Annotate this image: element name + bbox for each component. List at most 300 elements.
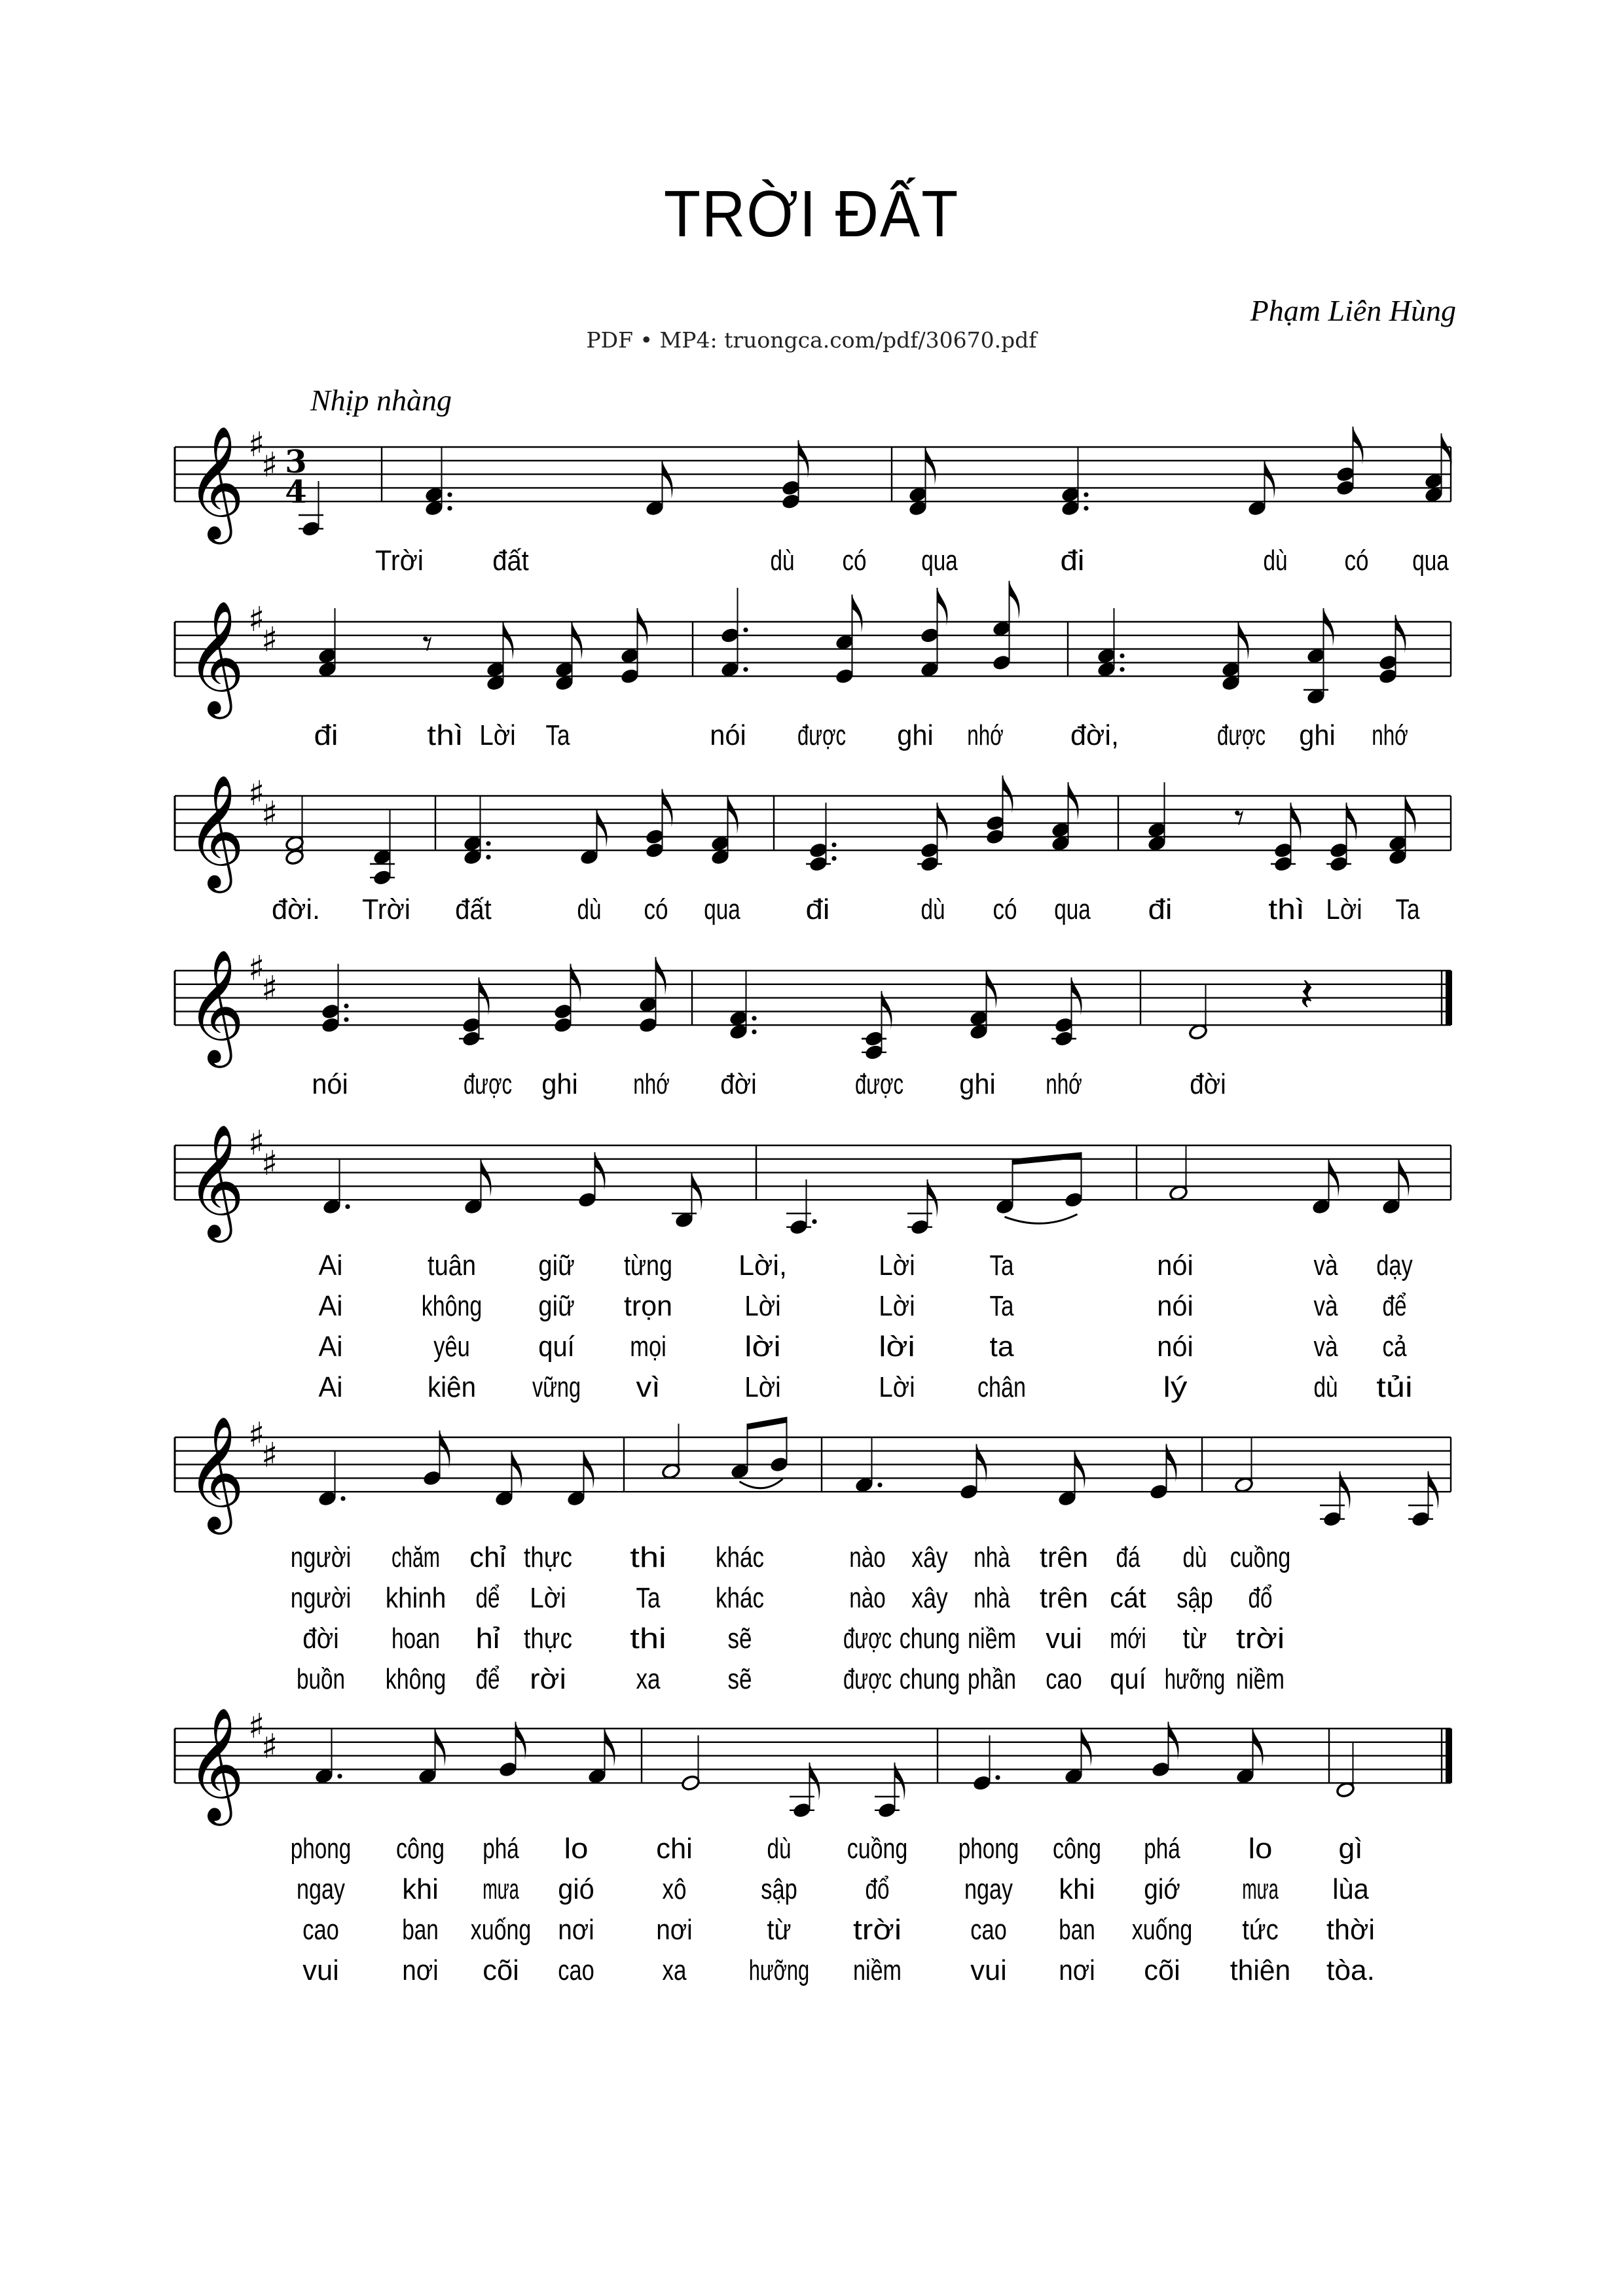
- lyric-syllable: vui: [1046, 1623, 1082, 1655]
- notehead: [910, 1219, 930, 1236]
- sharp-icon: ♯: [248, 600, 265, 639]
- sharp-icon: ♯: [261, 446, 278, 486]
- lyric-syllable: dù: [767, 1833, 792, 1865]
- flag: [895, 1763, 905, 1801]
- notehead: [462, 1030, 481, 1047]
- notehead: [553, 1003, 573, 1020]
- notehead: [1336, 479, 1355, 496]
- notehead: [318, 647, 337, 664]
- lyric-syllable: được: [464, 1068, 512, 1101]
- flag: [1167, 1444, 1177, 1482]
- lyric-syllable: ghi: [959, 1068, 996, 1101]
- sharp-icon: ♯: [261, 1436, 278, 1476]
- treble-clef-icon: 𝄞: [187, 1416, 245, 1530]
- lyric-syllable: được: [797, 719, 846, 752]
- notehead: [577, 1191, 597, 1208]
- lyric-syllable: niềm: [1236, 1663, 1285, 1696]
- notehead: [1054, 1016, 1074, 1033]
- lyric-syllable: hoan: [392, 1623, 440, 1655]
- flag: [638, 608, 648, 646]
- notehead: [638, 1016, 658, 1033]
- lyric-syllable: Ta: [636, 1582, 661, 1615]
- lyric-syllable: có: [644, 893, 668, 926]
- lyric-syllable: buồn: [297, 1663, 345, 1696]
- lyric-syllable: trời: [853, 1914, 902, 1946]
- lyric-syllable: xa: [662, 1954, 687, 1987]
- lyric-syllable: trên: [1040, 1541, 1088, 1574]
- notehead: [908, 486, 928, 503]
- lyric-syllable: tòa.: [1326, 1954, 1375, 1987]
- lyric-syllable: cao: [558, 1954, 594, 1987]
- lyric-syllable: dù: [770, 545, 795, 577]
- flag: [1399, 1159, 1410, 1197]
- notehead: [645, 842, 665, 859]
- lyric-syllable: đi: [314, 719, 338, 752]
- lyric-syllable: thời: [1326, 1914, 1375, 1946]
- notehead: [1378, 668, 1398, 685]
- notehead: [1411, 1511, 1431, 1528]
- treble-clef-icon: 𝄞: [187, 425, 245, 540]
- lyric-syllable: nói: [710, 719, 746, 752]
- lyric-syllable: phá: [483, 1833, 520, 1865]
- flag: [1406, 796, 1416, 834]
- notehead: [864, 1030, 884, 1047]
- flag: [1347, 802, 1357, 840]
- lyric-syllable: thi: [630, 1623, 666, 1655]
- lyric-syllable: dù: [921, 893, 945, 926]
- lyric-syllable: nhà: [974, 1582, 1011, 1615]
- notehead: [1235, 1768, 1255, 1785]
- lyric-syllable: cả: [1382, 1331, 1407, 1363]
- lyric-syllable: từng: [624, 1249, 672, 1282]
- lyric-syllable: Ai: [318, 1331, 343, 1363]
- notehead: [1306, 647, 1326, 664]
- lyric-syllable: mới: [1110, 1623, 1146, 1655]
- notehead: [809, 842, 828, 859]
- lyric-syllable: ngay: [297, 1873, 345, 1906]
- lyric-syllable: nhớ: [1372, 719, 1408, 752]
- lyric-syllable: qua: [704, 893, 741, 926]
- lyric-syllable: nói: [1157, 1290, 1194, 1323]
- notehead: [285, 835, 304, 852]
- lyric-syllable: quí: [538, 1331, 575, 1363]
- time-signature-top: 3: [285, 444, 307, 480]
- lyric-syllable: Trời: [362, 893, 410, 926]
- lyric-syllable: giữ: [538, 1249, 575, 1282]
- lyric-syllable: để: [475, 1663, 500, 1696]
- lyric-syllable: cao: [970, 1914, 1007, 1946]
- notehead: [835, 668, 854, 685]
- notehead: [992, 654, 1012, 671]
- sharp-icon: ♯: [248, 1707, 265, 1746]
- lyric-syllable: dù: [577, 893, 602, 926]
- notehead: [555, 675, 574, 692]
- notehead: [566, 1490, 586, 1507]
- notehead: [992, 620, 1012, 637]
- lyric-syllable: chi: [656, 1833, 693, 1865]
- lyric-syllable: được: [1217, 719, 1266, 752]
- lyric-syllable: trọn: [624, 1290, 672, 1323]
- lyric-syllable: nào: [849, 1582, 886, 1615]
- notehead: [424, 500, 444, 517]
- notehead: [835, 634, 854, 651]
- augmentation-dot: [831, 856, 836, 861]
- lyric-syllable: sẽ: [727, 1663, 752, 1696]
- notehead: [969, 1010, 989, 1027]
- lyric-syllable: nhớ: [967, 719, 1004, 752]
- sharp-icon: ♯: [248, 1124, 265, 1163]
- notehead: [995, 1198, 1015, 1215]
- notehead: [314, 1768, 334, 1785]
- lyric-syllable: nói: [1157, 1249, 1194, 1282]
- flag: [799, 440, 809, 478]
- augmentation-dot: [337, 1774, 342, 1778]
- lyric-syllable: hưỡng: [1164, 1663, 1226, 1696]
- lyric-syllable: ban: [1059, 1914, 1095, 1946]
- notehead: [661, 1463, 681, 1480]
- notehead: [1329, 855, 1349, 872]
- composer-name: Phạm Liên Hùng: [1250, 294, 1456, 327]
- lyric-syllable: Lời: [879, 1249, 915, 1282]
- staff-system: [175, 1416, 1451, 1695]
- treble-clef-icon: 𝄞: [187, 1707, 245, 1821]
- notehead: [1061, 500, 1080, 517]
- lyric-syllable: người: [290, 1582, 352, 1615]
- lyric-syllable: dù: [1182, 1541, 1207, 1574]
- lyric-syllable: đời.: [272, 893, 320, 926]
- lyric-syllable: để: [1382, 1290, 1407, 1323]
- lyric-syllable: công: [1053, 1833, 1101, 1865]
- flag: [1396, 615, 1406, 653]
- lyric-syllable: thì: [427, 719, 464, 752]
- notehead: [318, 1490, 337, 1507]
- notehead: [792, 1802, 812, 1819]
- notehead: [1247, 500, 1267, 517]
- lyric-syllable: xây: [911, 1541, 948, 1574]
- lyric-syllable: tức: [1242, 1914, 1279, 1946]
- source-link[interactable]: PDF • MP4: truongca.com/pdf/30670.pdf: [586, 327, 1037, 353]
- lyric-syllable: không: [421, 1290, 483, 1323]
- lyric-syllable: đá: [1116, 1541, 1140, 1574]
- notehead: [373, 849, 392, 866]
- flag: [516, 1722, 526, 1760]
- notehead: [781, 479, 801, 496]
- lyric-syllable: nơi: [1059, 1954, 1095, 1987]
- lyric-syllable: đời: [1190, 1068, 1226, 1101]
- lyric-syllable: xa: [636, 1663, 661, 1696]
- lyric-syllable: đổ: [865, 1873, 890, 1906]
- lyric-syllable: Ai: [318, 1290, 343, 1323]
- lyric-syllable: rời: [530, 1663, 566, 1696]
- lyric-syllable: từ: [767, 1914, 792, 1946]
- lyric-syllable: và: [1313, 1331, 1338, 1363]
- beam: [1013, 1152, 1082, 1164]
- lyric-syllable: nhớ: [1046, 1068, 1082, 1101]
- lyric-syllable: giữ: [538, 1290, 575, 1323]
- augmentation-dot: [1120, 667, 1124, 672]
- lyric-syllable: chỉ: [469, 1541, 506, 1574]
- notehead: [920, 661, 939, 678]
- lyric-syllable: khi: [402, 1873, 439, 1906]
- lyric-syllable: chăm: [392, 1541, 440, 1574]
- notehead: [1097, 661, 1116, 678]
- lyric-syllable: dù: [1313, 1371, 1338, 1404]
- lyric-syllable: mưa: [1242, 1873, 1279, 1906]
- flag: [1003, 776, 1013, 814]
- flag: [926, 447, 936, 485]
- final-barline-thick: [1446, 971, 1452, 1025]
- slur: [1005, 1214, 1078, 1223]
- notehead: [985, 815, 1005, 832]
- notehead: [1388, 849, 1408, 866]
- notehead: [1149, 1483, 1169, 1500]
- lyric-syllable: được: [843, 1663, 892, 1696]
- lyric-syllable: Lời: [879, 1371, 915, 1404]
- lyric-syllable: sập: [1176, 1582, 1213, 1615]
- notehead: [579, 849, 599, 866]
- notehead: [1221, 661, 1241, 678]
- augmentation-dot: [752, 1016, 756, 1020]
- sharp-icon: ♯: [248, 949, 265, 988]
- notehead: [920, 627, 939, 644]
- lyric-syllable: đời,: [1070, 719, 1119, 752]
- song-title: TRỜI ĐẤT: [663, 177, 960, 251]
- notehead: [681, 1774, 701, 1791]
- lyric-syllable: vì: [636, 1371, 661, 1404]
- flag: [938, 588, 948, 626]
- notehead: [1051, 821, 1070, 838]
- lyric-syllable: niềm: [968, 1623, 1016, 1655]
- lyric-syllable: cao: [302, 1914, 339, 1946]
- flag: [663, 789, 673, 827]
- lyric-syllable: Ta: [545, 719, 570, 752]
- lyric-syllable: Ai: [318, 1249, 343, 1282]
- notehead: [1336, 1782, 1355, 1799]
- notehead: [908, 500, 928, 517]
- notehead: [645, 500, 665, 517]
- flag: [692, 1173, 702, 1211]
- lyric-syllable: đi: [1060, 545, 1085, 577]
- notehead: [620, 647, 640, 664]
- lyric-syllable: vui: [970, 1954, 1007, 1987]
- flag: [512, 1451, 522, 1489]
- lyric-syllable: cát: [1110, 1582, 1146, 1615]
- notehead: [462, 1016, 481, 1033]
- flag: [987, 971, 997, 1009]
- notehead: [729, 1010, 748, 1027]
- flag: [938, 802, 948, 840]
- augmentation-dot: [1120, 653, 1124, 658]
- lyric-syllable: Lời: [530, 1582, 566, 1615]
- lyric-syllable: sập: [761, 1873, 797, 1906]
- lyric-syllable: qua: [921, 545, 958, 577]
- lyric-syllable: và: [1313, 1249, 1338, 1282]
- flag: [595, 1152, 606, 1190]
- lyric-syllable: cõi: [483, 1954, 519, 1987]
- lyric-syllable: người: [290, 1541, 352, 1574]
- notehead: [1151, 1761, 1171, 1778]
- lyric-syllable: có: [993, 893, 1017, 926]
- lyric-syllable: Trời: [375, 545, 424, 577]
- augmentation-dot: [345, 1204, 350, 1209]
- flag: [928, 1179, 938, 1217]
- flag: [503, 622, 514, 660]
- lyric-syllable: giớ: [1144, 1873, 1180, 1906]
- slur: [740, 1479, 783, 1488]
- lyric-syllable: Ai: [318, 1371, 343, 1404]
- lyric-syllable: qua: [1412, 545, 1450, 577]
- notehead: [1306, 688, 1326, 705]
- sharp-icon: ♯: [261, 795, 278, 834]
- flag: [1329, 1159, 1340, 1197]
- notehead: [720, 661, 740, 678]
- lyric-syllable: được: [855, 1068, 903, 1101]
- lyric-syllable: Lời: [879, 1290, 915, 1323]
- notehead: [321, 1003, 340, 1020]
- lyric-syllable: khác: [716, 1541, 764, 1574]
- lyric-syllable: Lời: [1326, 893, 1362, 926]
- lyric-syllable: lo: [1248, 1833, 1273, 1865]
- notehead: [809, 855, 828, 872]
- time-signature-bottom: 4: [285, 474, 307, 511]
- flag: [1429, 1471, 1439, 1509]
- lyric-syllable: công: [396, 1833, 445, 1865]
- notehead: [1388, 835, 1408, 852]
- lyric-syllable: trời: [1236, 1623, 1285, 1655]
- lyric-syllable: kiên: [428, 1371, 476, 1404]
- lyric-syllable: cuồng: [847, 1833, 908, 1865]
- lyric-syllable: tủi: [1376, 1371, 1413, 1404]
- notehead: [645, 828, 665, 845]
- treble-clef-icon: 𝄞: [187, 774, 245, 889]
- notehead: [463, 835, 483, 852]
- notehead: [1061, 486, 1080, 503]
- notehead: [322, 1198, 342, 1215]
- notehead: [1424, 473, 1444, 490]
- lyric-syllable: nơi: [402, 1954, 439, 1987]
- flag: [728, 796, 739, 834]
- notehead: [555, 661, 574, 678]
- notehead: [1311, 1198, 1331, 1215]
- flag: [1340, 1471, 1351, 1509]
- lyric-syllable: Lời: [479, 719, 516, 752]
- sharp-icon: ♯: [248, 1416, 265, 1455]
- notehead: [1169, 1185, 1188, 1202]
- notehead: [877, 1802, 897, 1819]
- flag: [663, 461, 673, 499]
- notehead: [1234, 1477, 1254, 1494]
- notehead: [969, 1024, 989, 1041]
- flag: [1068, 782, 1079, 820]
- augmentation-dot: [447, 492, 452, 497]
- lyric-syllable: lùa: [1332, 1873, 1370, 1906]
- lyric-syllable: tuân: [428, 1249, 476, 1282]
- augmentation-dot: [1084, 492, 1088, 497]
- lyric-syllable: lời: [879, 1331, 915, 1363]
- sharp-icon: ♯: [261, 1727, 278, 1767]
- lyric-syllable: lời: [744, 1331, 781, 1363]
- lyric-syllable: trên: [1040, 1582, 1088, 1615]
- notehead: [864, 1044, 884, 1061]
- flag: [1253, 1729, 1264, 1767]
- notehead: [1378, 654, 1398, 671]
- notehead: [318, 661, 337, 678]
- notehead: [781, 493, 801, 510]
- augmentation-dot: [344, 1017, 348, 1022]
- flag: [656, 957, 666, 995]
- notehead: [1221, 675, 1241, 692]
- augmentation-dot: [831, 842, 836, 847]
- lyric-syllable: Lời,: [739, 1249, 787, 1282]
- notehead: [1188, 1024, 1208, 1041]
- quarter-rest-icon: 𝄽: [1300, 967, 1314, 1022]
- lyric-syllable: và: [1313, 1290, 1338, 1323]
- lyric-syllable: cuồng: [1230, 1541, 1291, 1574]
- notehead: [1064, 1768, 1084, 1785]
- flag: [440, 1431, 450, 1469]
- flag: [1353, 427, 1364, 465]
- augmentation-dot: [447, 506, 452, 511]
- flag: [1072, 977, 1082, 1015]
- lyric-syllable: ngay: [964, 1873, 1013, 1906]
- lyric-syllable: chân: [977, 1371, 1026, 1404]
- lyric-syllable: nói: [1157, 1331, 1194, 1363]
- tempo-marking: Nhịp nhàng: [310, 384, 452, 417]
- lyric-syllable: nào: [849, 1541, 886, 1574]
- lyric-syllable: dù: [1263, 545, 1288, 577]
- lyric-syllable: khác: [716, 1582, 764, 1615]
- flag: [597, 810, 608, 848]
- notehead: [486, 675, 505, 692]
- lyric-syllable: ta: [989, 1331, 1015, 1363]
- notehead: [620, 668, 640, 685]
- notehead: [710, 849, 730, 866]
- lyric-syllable: vững: [532, 1371, 581, 1404]
- lyric-syllable: thi: [630, 1541, 666, 1574]
- notehead: [959, 1483, 979, 1500]
- notehead: [422, 1469, 442, 1486]
- notehead: [553, 1016, 573, 1033]
- flag: [435, 1729, 446, 1767]
- lyric-syllable: hưỡng: [748, 1954, 810, 1987]
- augmentation-dot: [340, 1496, 345, 1501]
- lyric-syllable: gió: [558, 1873, 594, 1906]
- lyric-syllable: không: [385, 1663, 447, 1696]
- lyric-syllable: mọi: [630, 1331, 666, 1363]
- staff-system: [175, 1707, 1452, 1986]
- staff-system: [175, 1124, 1451, 1403]
- notehead: [729, 1024, 748, 1041]
- sharp-icon: ♯: [261, 969, 278, 1009]
- lyric-syllable: cao: [1046, 1663, 1082, 1696]
- lyric-syllable: chung: [899, 1663, 960, 1696]
- lyric-syllable: vui: [302, 1954, 339, 1987]
- lyric-syllable: ghi: [541, 1068, 578, 1101]
- lyric-syllable: phá: [1144, 1833, 1181, 1865]
- staff-system: [175, 425, 1452, 577]
- lyric-syllable: phần: [968, 1663, 1016, 1696]
- flag: [977, 1444, 987, 1482]
- lyric-syllable: nhớ: [633, 1068, 670, 1101]
- notehead: [1064, 1191, 1084, 1208]
- notehead: [301, 520, 321, 537]
- lyric-syllable: xuống: [1131, 1914, 1193, 1946]
- flag: [605, 1729, 615, 1767]
- flag: [882, 991, 892, 1029]
- notehead: [285, 849, 304, 866]
- lyric-syllable: thực: [524, 1623, 572, 1655]
- lyric-syllable: cõi: [1144, 1954, 1180, 1987]
